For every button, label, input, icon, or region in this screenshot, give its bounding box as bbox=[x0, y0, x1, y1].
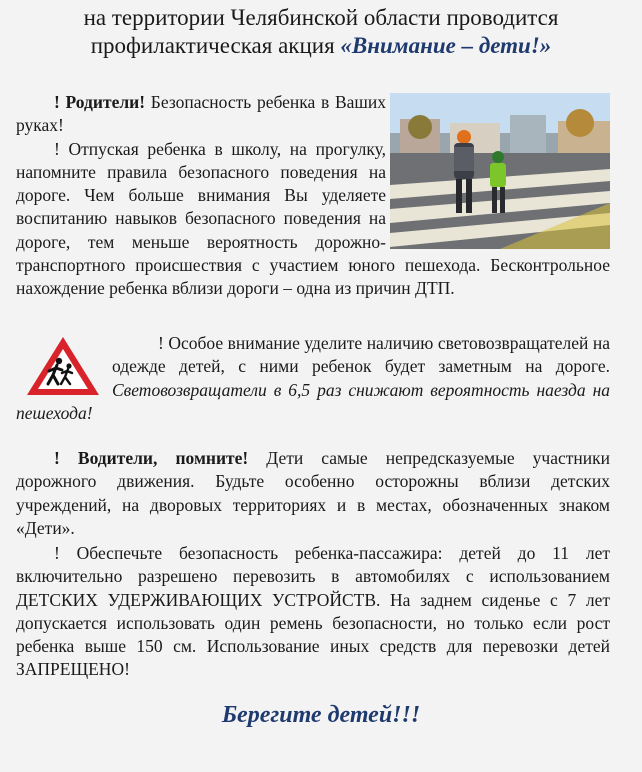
parents-lead-text: Безопасность ребенка в Ваших руках! bbox=[16, 92, 386, 136]
drivers-section bbox=[16, 447, 610, 540]
reflectors-section bbox=[16, 332, 610, 425]
passenger-text: ! Обеспечьте безопасность ребенка-пассажира: детей до 11 лет включительно разрешено перевозить в автомобилях с использованием ДЕТСКИХ УДЕРЖИВАЮЩИХ УСТРОЙСТВ. На заднем сиденье с 7 лет допускается использовать один ремень безопасности, но только если рост ребенка выше 150 см. Использование иных средств для перевозки детей ЗАПРЕЩЕНО! bbox=[16, 543, 610, 680]
reflectors-stat: Световозвращатели в 6,5 раз снижают вероятность наезда на пешехода! bbox=[16, 379, 610, 423]
crosswalk-photo-image bbox=[390, 93, 610, 249]
passenger-section bbox=[16, 542, 610, 682]
heading-line-2-prefix: профилактическая акция bbox=[90, 33, 341, 58]
crosswalk-photo bbox=[390, 93, 610, 249]
reflectors-text: ! Особое внимание уделите наличию световозвращателей на одежде детей, с ними ребенок будет заметным на дороге. bbox=[112, 333, 610, 377]
drivers-text: Дети самые непредсказуемые участники дорожного движения. Будьте особенно осторожны вблизи детских учреждений, на дворовых территориях и в местах, обозначенных знаком «Дети». bbox=[16, 448, 610, 538]
parents-section bbox=[16, 91, 610, 301]
parents-paragraph: ! Отпуская ребенка в школу, на прогулку, напомните правила безопасного поведения на дороге. Чем больше внимания Вы уделяете воспитанию навыков безопасного поведения на дороге, тем меньше вероятность дорожно-транспортного происшествия с участием юного пешехода. Бесконтрольное нахождение ребенка вблизи дороги – одна из причин ДТП. bbox=[16, 138, 610, 299]
drivers-lead: ! Водители, помните! bbox=[54, 448, 249, 468]
campaign-name: «Внимание – дети!» bbox=[340, 33, 552, 58]
page-heading bbox=[0, 4, 642, 60]
parents-lead: ! Родители! bbox=[54, 92, 146, 112]
closing-slogan: Берегите детей!!! bbox=[221, 702, 421, 728]
heading-line-1: на территории Челябинской области проводится bbox=[83, 5, 559, 30]
children-warning-sign-icon bbox=[24, 334, 102, 398]
heading-line-2 bbox=[0, 32, 642, 60]
